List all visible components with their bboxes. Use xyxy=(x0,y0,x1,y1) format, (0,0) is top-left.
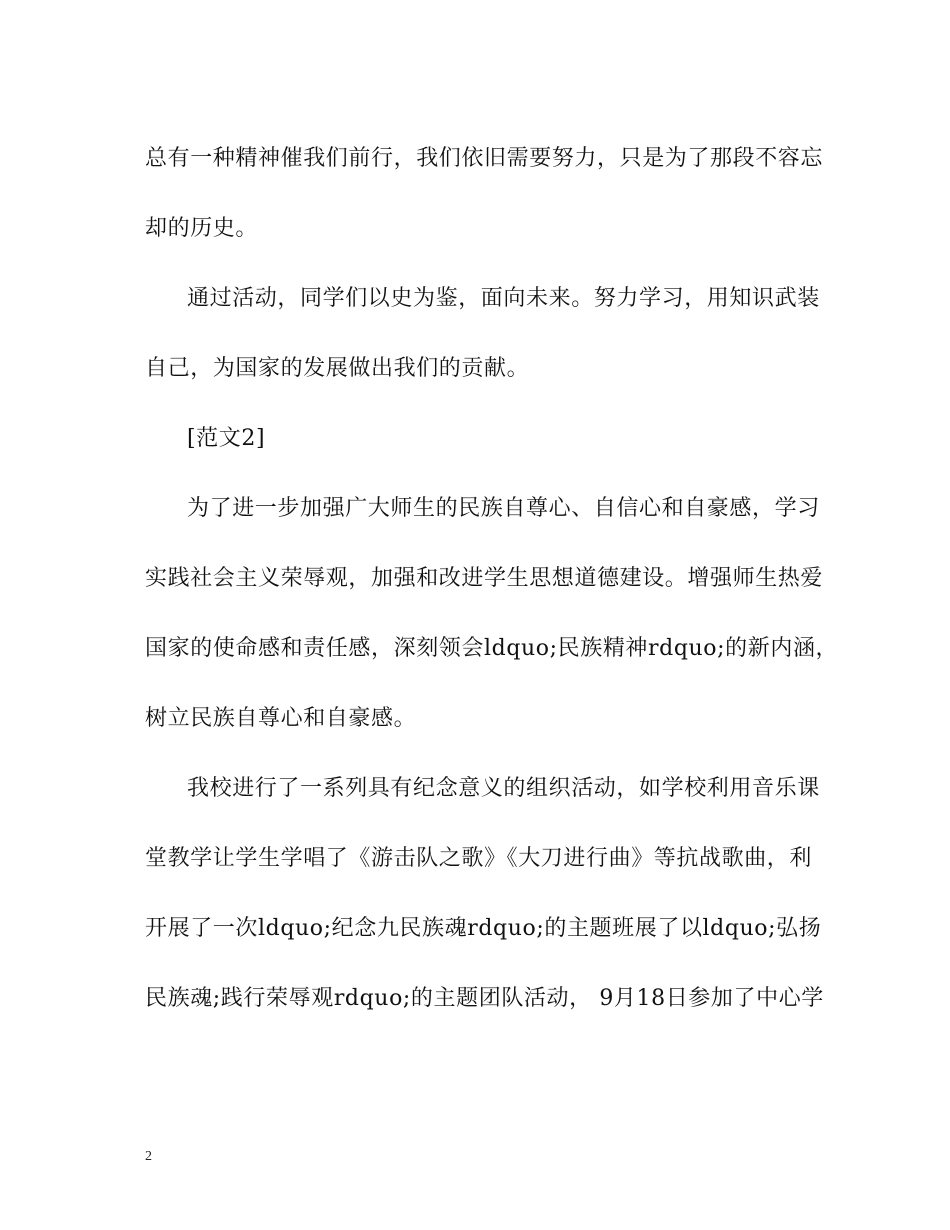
text-line-4: 自己，为国家的发展做出我们的贡献。 xyxy=(145,356,530,381)
text-line-12: 开展了一次ldquo;纪念九民族魂rdquo;的主题班展了以ldquo;弘扬 xyxy=(145,916,822,941)
text-line-10: 我校进行了一系列具有纪念意义的组织活动，如学校利用音乐课 xyxy=(187,776,820,801)
text-line-3: 通过活动，同学们以史为鉴，面向未来。努力学习，用知识武装 xyxy=(187,286,820,311)
text-line-9: 树立民族自尊心和自豪感。 xyxy=(145,706,417,731)
text-line-7: 实践社会主义荣辱观，加强和改进学生思想道德建设。增强师生热爱 xyxy=(145,566,824,591)
text-line-5: [范文2] xyxy=(187,426,266,451)
page-number: 2 xyxy=(145,1149,152,1164)
text-line-2: 却的历史。 xyxy=(145,216,259,241)
text-line-1: 总有一种精神催我们前行，我们依旧需要努力，只是为了那段不容忘 xyxy=(145,146,824,171)
text-line-13: 民族魂;践行荣辱观rdquo;的主题团队活动， 9月18日参加了中心学 xyxy=(145,986,824,1011)
text-line-8: 国家的使命感和责任感，深刻领会ldquo;民族精神rdquo;的新内涵， xyxy=(145,636,839,661)
text-line-6: 为了进一步加强广大师生的民族自尊心、自信心和自豪感，学习 xyxy=(187,496,820,521)
text-line-11: 堂教学让学生学唱了《游击队之歌》《大刀进行曲》等抗战歌曲，利 xyxy=(145,846,813,871)
